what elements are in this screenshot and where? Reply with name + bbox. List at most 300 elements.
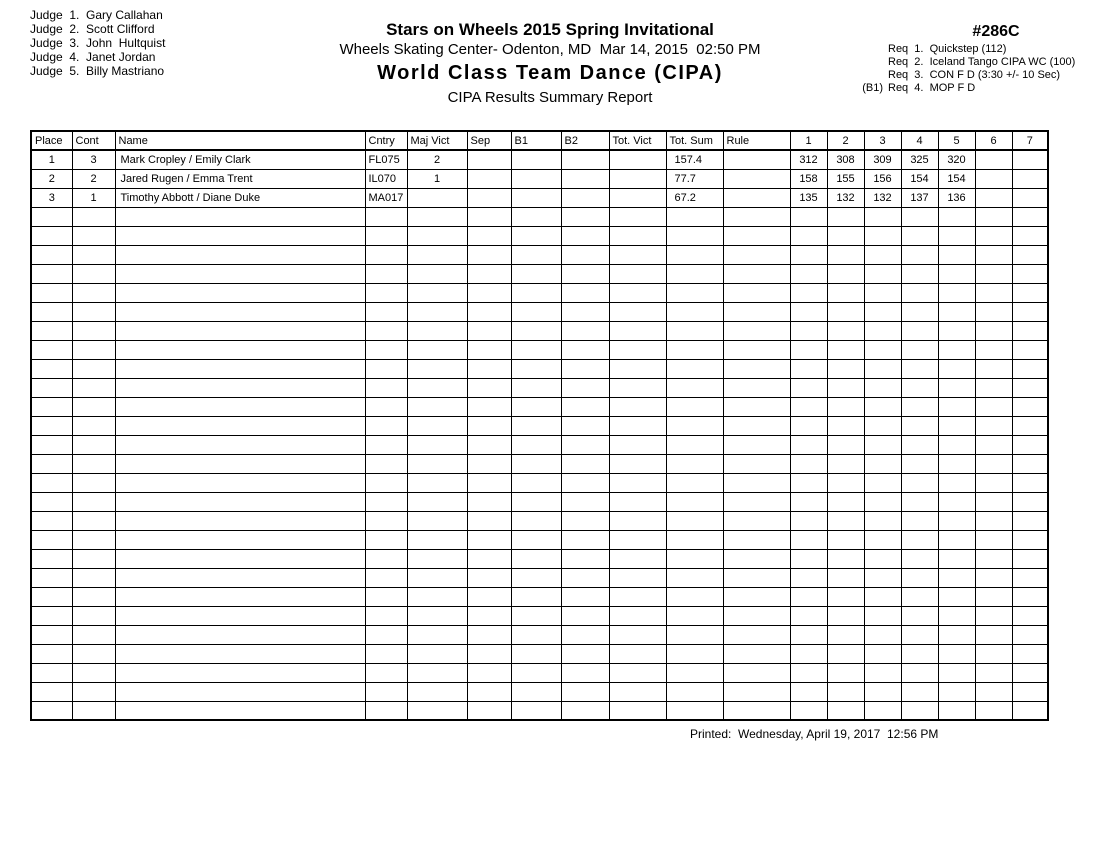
cell-j6: [975, 549, 1012, 568]
cell-name: [115, 416, 365, 435]
empty-table-row: [31, 587, 1048, 606]
cell-j2: [827, 644, 864, 663]
cell-tot_sum: [666, 302, 723, 321]
cell-j4: [901, 207, 938, 226]
cell-place: [31, 587, 72, 606]
table-body: [31, 150, 1048, 720]
cell-cont: [72, 473, 115, 492]
cell-rule: [723, 188, 790, 207]
cell-maj_vict: [407, 606, 467, 625]
cell-b2: [561, 340, 609, 359]
cell-b1: [511, 549, 561, 568]
cell-sep: [467, 302, 511, 321]
cell-name: [115, 378, 365, 397]
cell-j7: [1012, 397, 1048, 416]
cell-j7: [1012, 682, 1048, 701]
empty-table-row: [31, 397, 1048, 416]
cell-name: Jared Rugen / Emma Trent: [115, 169, 365, 188]
cell-j2: [827, 245, 864, 264]
cell-j3: [864, 701, 901, 720]
column-header-cont: Cont: [72, 131, 115, 150]
cell-maj_vict: [407, 549, 467, 568]
cell-maj_vict: 1: [407, 169, 467, 188]
cell-j5: [938, 226, 975, 245]
cell-j7: [1012, 587, 1048, 606]
cell-j7: [1012, 207, 1048, 226]
cell-tot_sum: 157.4: [666, 150, 723, 169]
cell-place: [31, 625, 72, 644]
cell-j6: [975, 283, 1012, 302]
table-head: [31, 131, 1048, 150]
cell-j1: [790, 682, 827, 701]
cell-j5: [938, 530, 975, 549]
cell-cntry: [365, 625, 407, 644]
cell-b2: [561, 492, 609, 511]
judge-line-2: Judge 2. Scott Clifford: [30, 22, 155, 36]
cell-j2: 308: [827, 150, 864, 169]
cell-j1: [790, 378, 827, 397]
cell-place: [31, 302, 72, 321]
cell-tot_vict: [609, 150, 666, 169]
cell-j6: [975, 169, 1012, 188]
cell-cont: [72, 511, 115, 530]
cell-j3: [864, 568, 901, 587]
cell-b2: [561, 207, 609, 226]
cell-tot_sum: [666, 264, 723, 283]
cell-tot_sum: [666, 378, 723, 397]
cell-j4: [901, 283, 938, 302]
cell-maj_vict: [407, 397, 467, 416]
cell-j2: [827, 416, 864, 435]
cell-maj_vict: [407, 511, 467, 530]
cell-j6: [975, 606, 1012, 625]
cell-place: [31, 511, 72, 530]
cell-j4: [901, 397, 938, 416]
cell-cont: [72, 416, 115, 435]
cell-j5: [938, 359, 975, 378]
cell-cntry: [365, 378, 407, 397]
cell-b1: [511, 397, 561, 416]
cell-cont: [72, 283, 115, 302]
cell-name: [115, 340, 365, 359]
cell-j2: [827, 530, 864, 549]
header-row: [31, 131, 1048, 150]
cell-j1: [790, 264, 827, 283]
cell-cont: [72, 207, 115, 226]
cell-b2: [561, 397, 609, 416]
cell-sep: [467, 321, 511, 340]
cell-name: [115, 321, 365, 340]
cell-j6: [975, 321, 1012, 340]
cell-j7: [1012, 663, 1048, 682]
cell-maj_vict: [407, 587, 467, 606]
cell-tot_sum: [666, 701, 723, 720]
cell-j1: [790, 587, 827, 606]
cell-j7: [1012, 150, 1048, 169]
column-header-rule: Rule: [723, 131, 790, 150]
cell-j4: [901, 340, 938, 359]
cell-j5: [938, 682, 975, 701]
cell-j1: [790, 207, 827, 226]
cell-j2: [827, 492, 864, 511]
cell-b2: [561, 302, 609, 321]
column-header-maj_vict: Maj Vict: [407, 131, 467, 150]
cell-b1: [511, 245, 561, 264]
cell-j6: [975, 378, 1012, 397]
cell-j5: [938, 321, 975, 340]
cell-maj_vict: [407, 321, 467, 340]
cell-cont: [72, 359, 115, 378]
cell-maj_vict: [407, 701, 467, 720]
cell-j3: [864, 606, 901, 625]
cell-j3: [864, 587, 901, 606]
cell-tot_vict: [609, 435, 666, 454]
cell-name: [115, 511, 365, 530]
cell-tot_vict: [609, 264, 666, 283]
cell-j5: [938, 663, 975, 682]
venue-date-line: Wheels Skating Center- Odenton, MD Mar 14, 2015 02:50 PM: [339, 41, 761, 58]
report-title: CIPA Results Summary Report: [447, 89, 653, 106]
cell-j6: [975, 644, 1012, 663]
cell-j4: [901, 245, 938, 264]
cell-sep: [467, 682, 511, 701]
cell-j5: 320: [938, 150, 975, 169]
cell-j6: [975, 245, 1012, 264]
cell-sep: [467, 150, 511, 169]
cell-j5: 154: [938, 169, 975, 188]
cell-b2: [561, 359, 609, 378]
class-title: World Class Team Dance (CIPA): [377, 62, 723, 84]
empty-table-row: [31, 511, 1048, 530]
cell-sep: [467, 492, 511, 511]
empty-table-row: [31, 663, 1048, 682]
column-header-tot_sum: Tot. Sum: [666, 131, 723, 150]
cell-b1: [511, 701, 561, 720]
empty-table-row: [31, 302, 1048, 321]
cell-b2: [561, 378, 609, 397]
cell-tot_vict: [609, 682, 666, 701]
cell-j7: [1012, 188, 1048, 207]
cell-sep: [467, 264, 511, 283]
column-header-j4: 4: [901, 131, 938, 150]
cell-b1: [511, 302, 561, 321]
cell-j7: [1012, 378, 1048, 397]
cell-tot_vict: [609, 625, 666, 644]
column-header-b1: B1: [511, 131, 561, 150]
cell-rule: [723, 568, 790, 587]
cell-place: 3: [31, 188, 72, 207]
cell-cntry: [365, 682, 407, 701]
cell-name: Timothy Abbott / Diane Duke: [115, 188, 365, 207]
cell-j1: [790, 530, 827, 549]
empty-table-row: [31, 321, 1048, 340]
cell-j4: [901, 511, 938, 530]
cell-j2: [827, 454, 864, 473]
cell-sep: [467, 416, 511, 435]
cell-j4: [901, 625, 938, 644]
cell-cntry: [365, 454, 407, 473]
cell-sep: [467, 587, 511, 606]
cell-tot_sum: [666, 625, 723, 644]
cell-cntry: [365, 492, 407, 511]
requirement-line-3: [848, 69, 1100, 82]
cell-j1: [790, 454, 827, 473]
cell-tot_sum: [666, 644, 723, 663]
cell-j4: [901, 663, 938, 682]
cell-b1: [511, 473, 561, 492]
cell-rule: [723, 226, 790, 245]
cell-tot_sum: [666, 663, 723, 682]
cell-j4: 325: [901, 150, 938, 169]
cell-tot_sum: [666, 435, 723, 454]
cell-j2: [827, 207, 864, 226]
cell-tot_sum: [666, 511, 723, 530]
cell-j4: [901, 644, 938, 663]
cell-j6: [975, 150, 1012, 169]
cell-place: [31, 644, 72, 663]
cell-sep: [467, 378, 511, 397]
cell-name: [115, 587, 365, 606]
requirement-prefix: [848, 69, 888, 82]
cell-j5: [938, 340, 975, 359]
empty-table-row: [31, 454, 1048, 473]
cell-tot_sum: [666, 587, 723, 606]
judge-line-5: Judge 5. Billy Mastriano: [30, 64, 165, 78]
requirement-text: Req 4. MOP F D: [888, 82, 976, 94]
cell-j5: [938, 701, 975, 720]
cell-j3: [864, 644, 901, 663]
cell-j3: [864, 454, 901, 473]
cell-maj_vict: [407, 625, 467, 644]
cell-maj_vict: [407, 416, 467, 435]
cell-j4: 154: [901, 169, 938, 188]
cell-j2: [827, 359, 864, 378]
requirement-text: Req 2. Iceland Tango CIPA WC (100): [888, 56, 1076, 68]
cell-cntry: [365, 321, 407, 340]
cell-cont: 2: [72, 169, 115, 188]
cell-tot_vict: [609, 226, 666, 245]
cell-cont: [72, 397, 115, 416]
cell-b1: [511, 416, 561, 435]
table-row: [31, 150, 1048, 169]
cell-sep: [467, 644, 511, 663]
cell-j7: [1012, 492, 1048, 511]
cell-b2: [561, 226, 609, 245]
cell-b1: [511, 625, 561, 644]
cell-j5: [938, 435, 975, 454]
requirement-text: Req 3. CON F D (3:30 +/- 10 Sec): [888, 69, 1061, 81]
cell-cont: [72, 340, 115, 359]
empty-table-row: [31, 207, 1048, 226]
cell-b1: [511, 188, 561, 207]
cell-tot_vict: [609, 207, 666, 226]
cell-b1: [511, 340, 561, 359]
cell-cntry: [365, 340, 407, 359]
cell-j5: [938, 606, 975, 625]
cell-name: [115, 245, 365, 264]
cell-cntry: [365, 435, 407, 454]
cell-b1: [511, 169, 561, 188]
cell-j2: [827, 701, 864, 720]
cell-j7: [1012, 302, 1048, 321]
cell-cont: [72, 378, 115, 397]
cell-j5: [938, 302, 975, 321]
cell-j1: [790, 359, 827, 378]
cell-cont: [72, 625, 115, 644]
event-code: #286C: [972, 23, 1020, 40]
cell-rule: [723, 302, 790, 321]
cell-rule: [723, 701, 790, 720]
cell-cntry: [365, 245, 407, 264]
event-name: Stars on Wheels 2015 Spring Invitational: [386, 20, 714, 39]
empty-table-row: [31, 378, 1048, 397]
cell-place: [31, 321, 72, 340]
cell-j1: [790, 340, 827, 359]
cell-j1: [790, 663, 827, 682]
column-header-j5: 5: [938, 131, 975, 150]
cell-j7: [1012, 549, 1048, 568]
cell-j2: 132: [827, 188, 864, 207]
cell-j2: [827, 340, 864, 359]
cell-b2: [561, 245, 609, 264]
cell-sep: [467, 245, 511, 264]
cell-place: [31, 264, 72, 283]
cell-rule: [723, 207, 790, 226]
cell-b2: [561, 283, 609, 302]
cell-rule: [723, 416, 790, 435]
cell-maj_vict: [407, 264, 467, 283]
cell-sep: [467, 435, 511, 454]
cell-j3: 132: [864, 188, 901, 207]
cell-rule: [723, 264, 790, 283]
empty-table-row: [31, 625, 1048, 644]
cell-j4: [901, 359, 938, 378]
cell-b2: [561, 454, 609, 473]
cell-tot_vict: [609, 549, 666, 568]
cell-tot_vict: [609, 454, 666, 473]
cell-j4: [901, 682, 938, 701]
cell-place: [31, 701, 72, 720]
cell-j1: [790, 549, 827, 568]
cell-cont: [72, 321, 115, 340]
cell-j1: [790, 568, 827, 587]
cell-j7: [1012, 644, 1048, 663]
cell-place: [31, 378, 72, 397]
empty-table-row: [31, 264, 1048, 283]
cell-b1: [511, 264, 561, 283]
cell-j2: [827, 283, 864, 302]
cell-b1: [511, 454, 561, 473]
cell-j7: [1012, 226, 1048, 245]
judge-line-4: Judge 4. Janet Jordan: [30, 50, 156, 64]
cell-j4: [901, 530, 938, 549]
cell-sep: [467, 663, 511, 682]
cell-tot_vict: [609, 701, 666, 720]
cell-cntry: [365, 226, 407, 245]
cell-j7: [1012, 169, 1048, 188]
cell-j3: [864, 682, 901, 701]
cell-j4: 137: [901, 188, 938, 207]
cell-j5: [938, 416, 975, 435]
cell-b2: [561, 473, 609, 492]
cell-name: [115, 397, 365, 416]
cell-rule: [723, 682, 790, 701]
empty-table-row: [31, 606, 1048, 625]
cell-j6: [975, 492, 1012, 511]
cell-j3: [864, 226, 901, 245]
cell-j7: [1012, 606, 1048, 625]
cell-b2: [561, 682, 609, 701]
cell-cntry: IL070: [365, 169, 407, 188]
cell-j6: [975, 663, 1012, 682]
cell-j1: 135: [790, 188, 827, 207]
cell-j6: [975, 568, 1012, 587]
cell-name: [115, 625, 365, 644]
cell-sep: [467, 473, 511, 492]
cell-j7: [1012, 435, 1048, 454]
cell-cntry: [365, 549, 407, 568]
cell-rule: [723, 397, 790, 416]
cell-cntry: [365, 302, 407, 321]
printed-timestamp: Printed: Wednesday, April 19, 2017 12:56 PM: [690, 727, 939, 741]
cell-b2: [561, 568, 609, 587]
cell-cont: 3: [72, 150, 115, 169]
cell-j7: [1012, 245, 1048, 264]
column-header-j6: 6: [975, 131, 1012, 150]
cell-j1: [790, 416, 827, 435]
cell-tot_vict: [609, 321, 666, 340]
cell-name: [115, 549, 365, 568]
cell-j4: [901, 435, 938, 454]
cell-sep: [467, 530, 511, 549]
cell-name: [115, 568, 365, 587]
cell-place: [31, 397, 72, 416]
cell-j7: [1012, 568, 1048, 587]
cell-j3: [864, 663, 901, 682]
requirement-text: Req 1. Quickstep (112): [888, 43, 1007, 55]
cell-maj_vict: [407, 435, 467, 454]
cell-j2: [827, 321, 864, 340]
cell-rule: [723, 435, 790, 454]
cell-j6: [975, 530, 1012, 549]
cell-tot_vict: [609, 511, 666, 530]
cell-j2: 155: [827, 169, 864, 188]
cell-tot_sum: [666, 359, 723, 378]
cell-j3: [864, 511, 901, 530]
cell-b2: [561, 169, 609, 188]
cell-rule: [723, 530, 790, 549]
cell-tot_vict: [609, 188, 666, 207]
cell-maj_vict: [407, 226, 467, 245]
requirement-line-2: [848, 56, 1100, 69]
cell-cntry: [365, 359, 407, 378]
column-header-cntry: Cntry: [365, 131, 407, 150]
cell-cont: [72, 454, 115, 473]
cell-sep: [467, 207, 511, 226]
cell-j7: [1012, 321, 1048, 340]
cell-j7: [1012, 530, 1048, 549]
column-header-j7: 7: [1012, 131, 1048, 150]
cell-cont: [72, 568, 115, 587]
cell-b1: [511, 663, 561, 682]
cell-cont: [72, 549, 115, 568]
cell-name: [115, 492, 365, 511]
cell-b1: [511, 568, 561, 587]
cell-cont: [72, 644, 115, 663]
cell-j3: [864, 340, 901, 359]
cell-tot_sum: [666, 606, 723, 625]
cell-j6: [975, 454, 1012, 473]
